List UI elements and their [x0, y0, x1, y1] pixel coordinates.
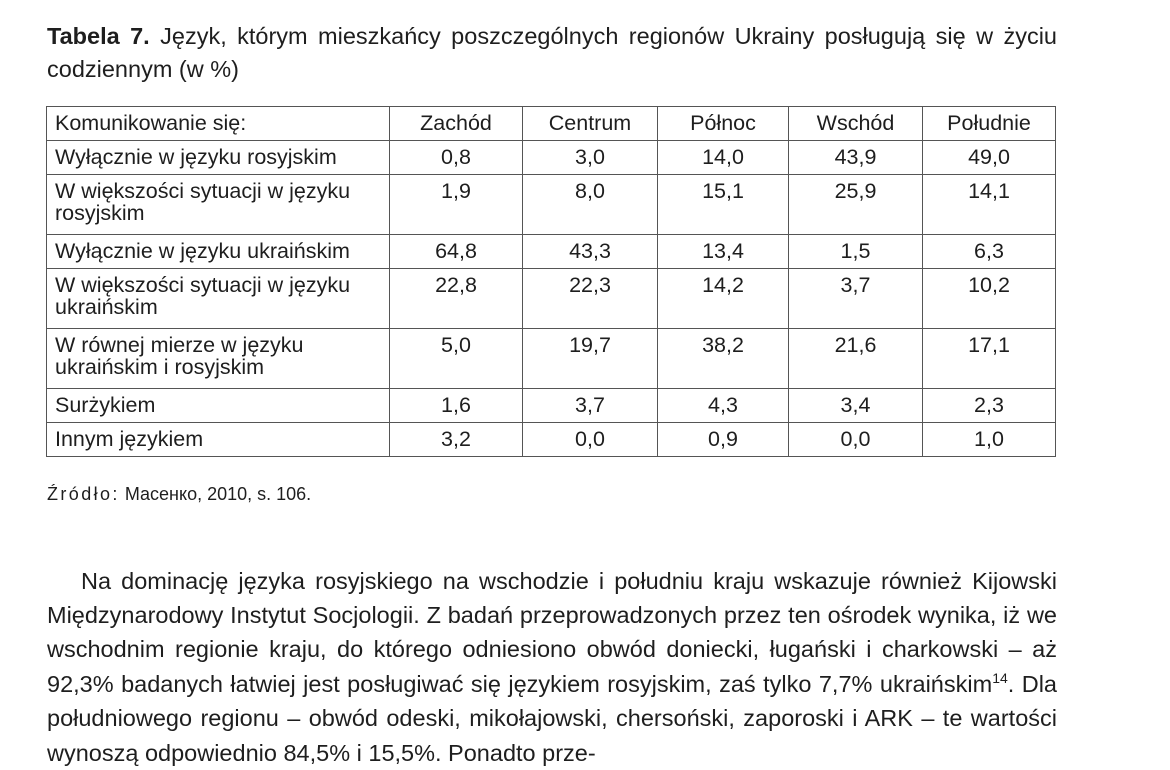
- paragraph-text-before: Na dominację języka rosyjskiego na wschodzie i południu kraju wskazuje również Kijowski Międzynarodowy Instytut Socjologii. Z badań przeprowadzonych przez ten ośrodek wynika, iż we wschodnim regionie kraju, do którego odniesiono obwód doniecki, ługański i charkowski – aż 92,3% badanych łatwiej jest posługiwać się językiem rosyjskim, zaś tylko 7,7% ukraińskim: [47, 567, 1057, 697]
- table-cell: 14,0: [658, 141, 789, 175]
- source-label: Źródło:: [47, 484, 120, 504]
- header-cell: Centrum: [523, 107, 658, 141]
- table-cell: 19,7: [523, 329, 658, 389]
- row-label: Innym językiem: [47, 423, 390, 457]
- table-header-row: [47, 107, 1056, 141]
- table-cell: 43,9: [789, 141, 923, 175]
- table-caption-text: Język, którym mieszkańcy poszczególnych regionów Ukrainy posługują się w życiu codziennym (w %): [47, 23, 1057, 82]
- header-cell: Północ: [658, 107, 789, 141]
- table-cell: 0,9: [658, 423, 789, 457]
- table-row: [47, 423, 1056, 457]
- table-row: [47, 329, 1056, 389]
- table-cell: 1,9: [390, 175, 523, 235]
- table-row: [47, 141, 1056, 175]
- table-cell: 5,0: [390, 329, 523, 389]
- header-cell: Wschód: [789, 107, 923, 141]
- table-cell: 13,4: [658, 235, 789, 269]
- table-cell: 4,3: [658, 389, 789, 423]
- source-text: Масенко, 2010, s. 106.: [124, 484, 312, 504]
- row-label: Surżykiem: [47, 389, 390, 423]
- table-cell: 21,6: [789, 329, 923, 389]
- header-cell: Południe: [923, 107, 1056, 141]
- table-cell: 14,1: [923, 175, 1056, 235]
- table-cell: 8,0: [523, 175, 658, 235]
- table-cell: 1,6: [390, 389, 523, 423]
- source-note: [47, 482, 311, 506]
- table-row: [47, 175, 1056, 235]
- table-cell: 15,1: [658, 175, 789, 235]
- table-cell: 25,9: [789, 175, 923, 235]
- table-caption-label: Tabela 7.: [47, 23, 150, 49]
- table-cell: 14,2: [658, 269, 789, 329]
- table-cell: 38,2: [658, 329, 789, 389]
- table-caption: [47, 20, 1057, 86]
- body-paragraph: [47, 564, 1057, 770]
- table-cell: 6,3: [923, 235, 1056, 269]
- table-cell: 1,0: [923, 423, 1056, 457]
- table-cell: 2,3: [923, 389, 1056, 423]
- footnote-marker: 14: [992, 669, 1008, 686]
- table-row: [47, 389, 1056, 423]
- table-cell: 3,7: [789, 269, 923, 329]
- table-cell: 1,5: [789, 235, 923, 269]
- row-label: W większości sytuacji w języku rosyjskim: [47, 175, 390, 235]
- table-cell: 3,4: [789, 389, 923, 423]
- table-cell: 3,7: [523, 389, 658, 423]
- header-cell: Zachód: [390, 107, 523, 141]
- table-cell: 22,3: [523, 269, 658, 329]
- header-cell: Komunikowanie się:: [47, 107, 390, 141]
- table-cell: 3,0: [523, 141, 658, 175]
- table-cell: 43,3: [523, 235, 658, 269]
- row-label: W większości sytuacji w języku ukraińskim: [47, 269, 390, 329]
- table-cell: 49,0: [923, 141, 1056, 175]
- row-label: Wyłącznie w języku ukraińskim: [47, 235, 390, 269]
- table-cell: 64,8: [390, 235, 523, 269]
- table-cell: 0,8: [390, 141, 523, 175]
- paragraph-text-after: . Dla południowego regionu – obwód odeski, mikołajowski, chersoński, zaporoski i ARK – te wartości wynoszą odpowiednio 84,5% i 15,5%. Ponadto prze-: [47, 670, 1057, 766]
- row-label: Wyłącznie w języku rosyjskim: [47, 141, 390, 175]
- table-cell: 17,1: [923, 329, 1056, 389]
- table-cell: 0,0: [523, 423, 658, 457]
- table-cell: 10,2: [923, 269, 1056, 329]
- table-cell: 0,0: [789, 423, 923, 457]
- table-cell: 22,8: [390, 269, 523, 329]
- table-row: [47, 235, 1056, 269]
- table-cell: 3,2: [390, 423, 523, 457]
- language-table: [46, 106, 1056, 457]
- row-label: W równej mierze w języku ukraińskim i rosyjskim: [47, 329, 390, 389]
- table-row: [47, 269, 1056, 329]
